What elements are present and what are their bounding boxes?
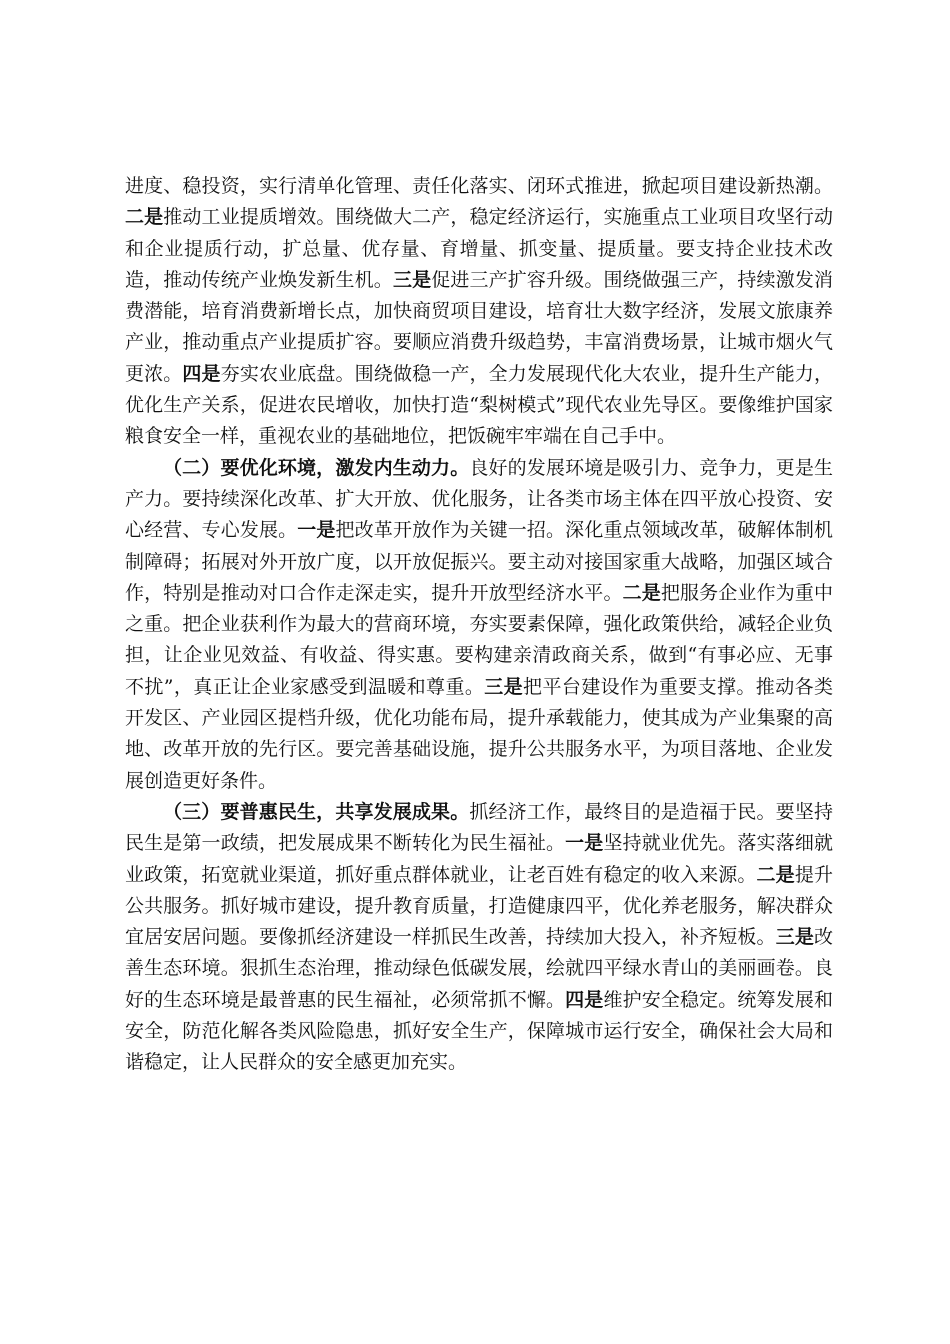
bold-run: （三）要普惠民生，共享发展成果。 (163, 800, 470, 823)
text-run: 进度、稳投资，实行清单化管理、责任化落实、闭环式推进，掀起项目建设新热潮。 (125, 175, 833, 197)
bold-run: （二）要优化环境，激发内生动力。 (163, 456, 470, 479)
paragraph-3 (125, 797, 833, 1079)
text-run: 改善生态环境。狠抓生态治理，推动绿色低碳发展，绘就四平绿水青山的美丽画卷。良好的生态环境是最普惠的民生福祉，必须常抓不懈。 (125, 926, 833, 1011)
text-run: 把改革开放作为关键一招。深化重点领域改革，破解体制机制障碍；拓展对外开放广度，以开放促振兴。要主动对接国家重大战略，加强区域合作，特别是推动对口合作走深走实，提升开放型经济水平。 (125, 519, 833, 604)
bold-run: 一是 (297, 519, 336, 542)
document-body (125, 171, 833, 1079)
text-run: 抓经济工作，最终目的是造福于民。要坚持民生是第一政绩，把发展成果不断转化为民生福祉。 (125, 800, 833, 855)
bold-run: 四是 (182, 362, 221, 385)
text-run: 把服务企业作为重中之重。把企业获利作为最大的营商环境，夯实要素保障，强化政策供给，减轻企业负担，让企业见效益、有收益、得实惠。要构建亲清政商关系，做到“有事必应、无事不扰”，真正让企业家感受到温暖和尊重。 (125, 581, 833, 698)
bold-run: 二是 (622, 581, 661, 604)
paragraph-2 (125, 453, 833, 797)
text-run: 维护安全稳定。统筹发展和安全，防范化解各类风险隐患，抓好安全生产，保障城市运行安全，确保社会大局和谐稳定，让人民群众的安全感更加充实。 (125, 988, 833, 1074)
bold-run: 三是 (392, 268, 432, 291)
text-run: 把平台建设作为重要支撑。推动各类开发区、产业园区提档升级，优化功能布局，提升承载能力，使其成为产业集聚的高地、改革开放的先行区。要完善基础设施，提升公共服务水平，为项目落地、企业发展创造更好条件。 (125, 675, 833, 792)
text-run: 良好的发展环境是吸引力、竞争力，更是生产力。要持续深化改革、扩大开放、优化服务，让各类市场主体在四平放心投资、安心经营、专心发展。 (125, 456, 833, 542)
paragraph-1 (125, 171, 833, 453)
bold-run: 一是 (565, 832, 604, 855)
bold-run: 二是 (125, 206, 164, 229)
bold-run: 四是 (565, 988, 604, 1011)
text-run: 提升公共服务。抓好城市建设，提升教育质量，打造健康四平，优化养老服务，解决群众宜居安居问题。要像抓经济建设一样抓民生改善，持续加大投入，补齐短板。 (125, 863, 833, 949)
text-run: 坚持就业优先。落实落细就业政策，拓宽就业渠道，抓好重点群体就业，让老百姓有稳定的收入来源。 (125, 832, 833, 886)
text-run: 夯实农业底盘。围绕做稳一产，全力发展现代化大农业，提升生产能力，优化生产关系，促进农民增收，加快打造“梨树模式”现代农业先导区。要像维护国家粮食安全一样，重视农业的基础地位，把饭碗牢牢端在自己手中。 (125, 362, 833, 448)
bold-run: 二是 (756, 863, 795, 886)
text-run: 推动工业提质增效。围绕做大二产，稳定经济运行，实施重点工业项目攻坚行动和企业提质行动，扩总量、优存量、育增量、抓变量、提质量。要支持企业技术改造，推动传统产业焕发新生机。 (125, 206, 833, 291)
bold-run: 三是 (484, 675, 524, 698)
bold-run: 三是 (775, 926, 814, 949)
text-run: 促进三产扩容升级。围绕做强三产，持续激发消费潜能，培育消费新增长点，加快商贸项目建设，培育壮大数字经济，发展文旅康养产业，推动重点产业提质扩容。要顺应消费升级趋势，丰富消费场景，让城市烟火气更浓。 (125, 268, 833, 385)
